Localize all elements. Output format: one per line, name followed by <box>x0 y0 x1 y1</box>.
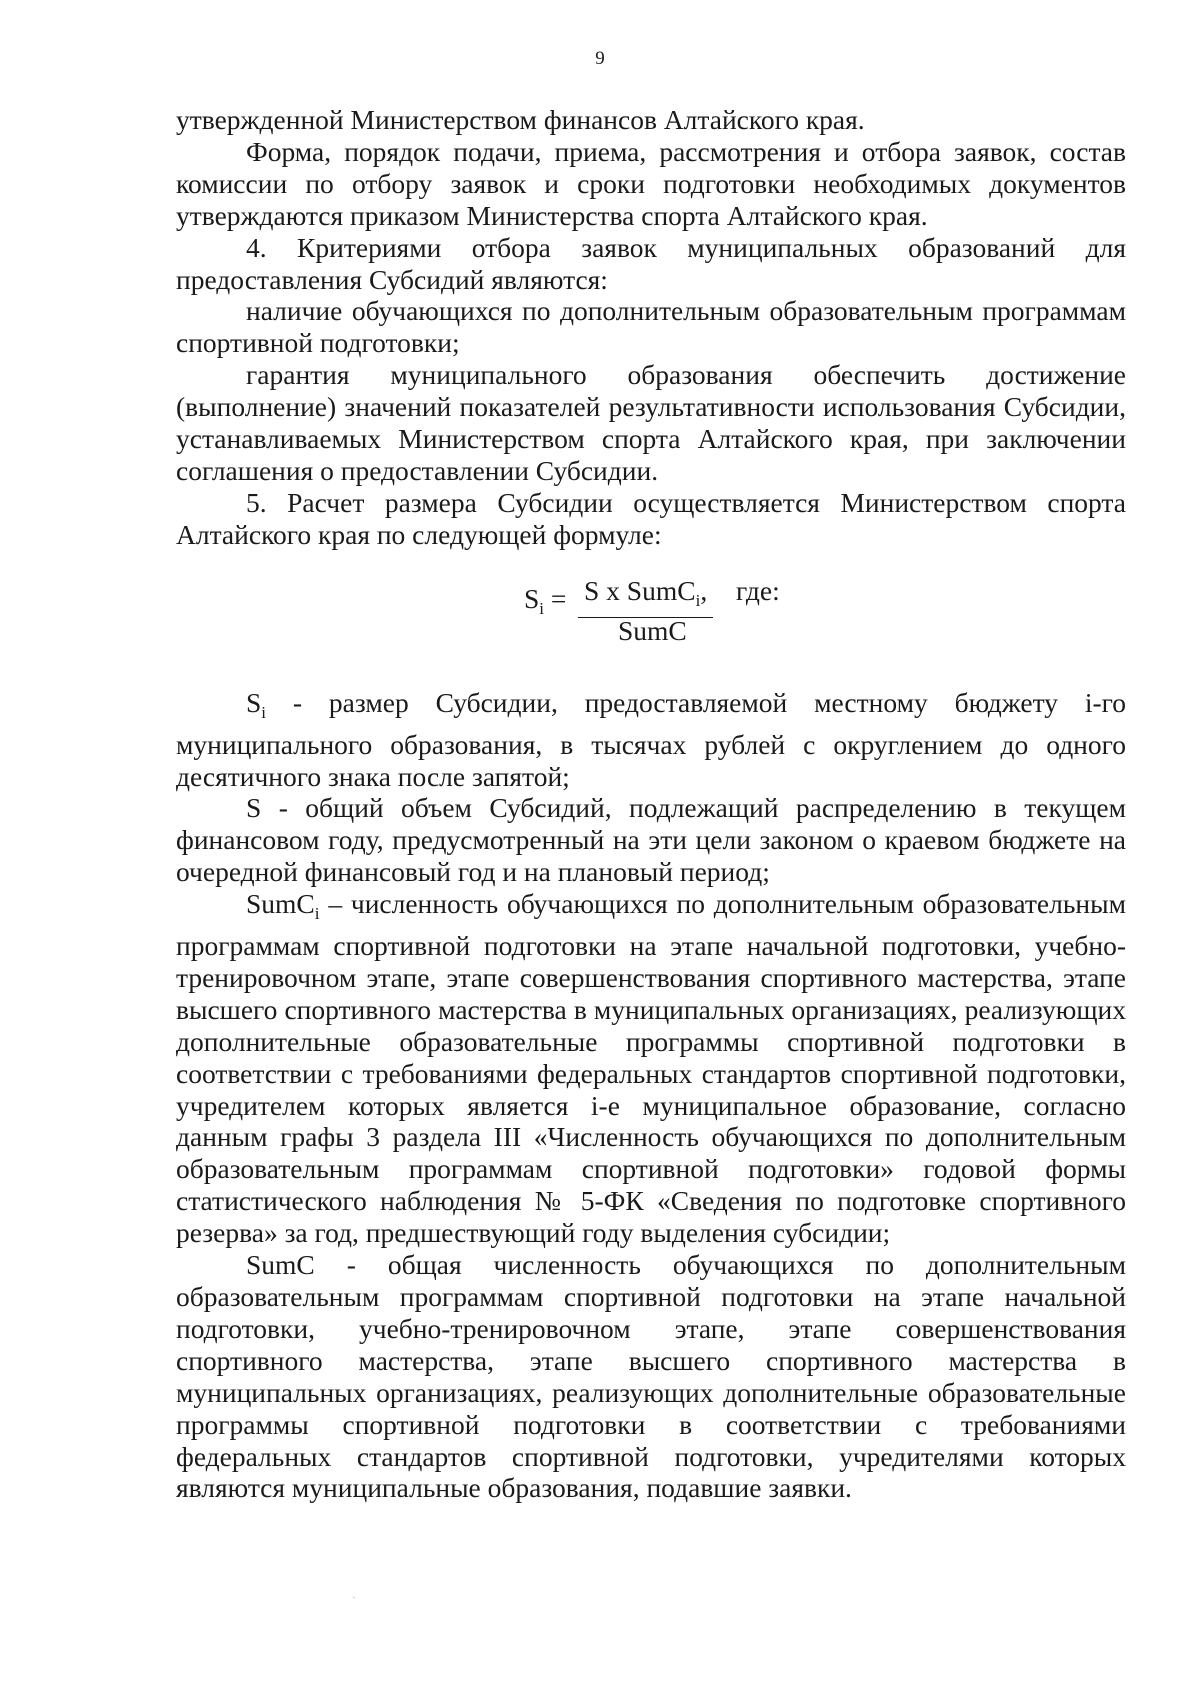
definition-sumc: SumC - общая численность обучающихся по дополнительным образовательным программам спортивной подготовки на этапе начальной подготовки, учебно-тренировочном этапе, этапе совершенствования спортивного мастерства, этапе высшего спортивного мастерства в муниципальных организациях, реализующих дополнительные образовательные программы спортивной подготовки в соответствии с требованиями федеральных стандартов спортивной подготовки, учредителями которых являются муниципальные образования, подавшие заявки. <box>176 1249 1126 1504</box>
subsidy-formula <box>176 551 1126 687</box>
definition-si: $S_i$ - размер Субсидии, предоставляемой местному бюджету i-го муниципального образования, в тысячах рублей с округлением до одного десятичного знака после запятой; <box>176 686 1126 792</box>
document-body <box>176 104 1126 1504</box>
paragraph: гарантия муниципального образования обеспечить достижение (выполнение) значений показателей результативности использования Субсидии, устанавливаемых Министерством спорта Алтайского края, при заключении соглашения о предоставлении Субсидии. <box>176 359 1126 486</box>
formula-numerator: S x SumC$_i$, <box>578 575 713 618</box>
formula-denominator: SumC <box>618 614 687 646</box>
paragraph: наличие обучающихся по дополнительным образовательным программам спортивной подготовки; <box>176 295 1126 359</box>
formula-where: где: <box>736 574 780 606</box>
formula-lhs: $S_i$ = <box>524 582 567 618</box>
paragraph: Форма, порядок подачи, приема, рассмотрения и отбора заявок, состав комиссии по отбору заявок и сроки подготовки необходимых документов утверждаются приказом Министерства спорта Алтайского края. <box>176 135 1126 231</box>
paragraph: 4. Критериями отбора заявок муниципальных образований для предоставления Субсидий являются: <box>176 231 1126 295</box>
definition-sumci: SumC$_i$ – численность обучающихся по дополнительным образовательным программам спортивной подготовки на этапе начальной подготовки, учебно-тренировочном этапе, этапе совершенствования спортивного мастерства, этапе высшего спортивного мастерства в муниципальных организациях, реализующих дополнительные образовательные программы спортивной подготовки в соответствии с требованиями федеральных стандартов спортивной подготовки, учредителем которых является i-е муниципальное образование, согласно данным графы 3 раздела III «Численность обучающихся по дополнительным образовательным программам спортивной подготовки» годовой формы статистического наблюдения № 5-ФК «Сведения по подготовке спортивного резерва» за год, предшествующий году выделения субсидии; <box>176 888 1126 1249</box>
scan-speck: ˎ <box>352 1585 356 1599</box>
paragraph: утвержденной Министерством финансов Алтайского края. <box>176 104 865 135</box>
page-number: 9 <box>595 48 605 69</box>
paragraph: 5. Расчет размера Субсидии осуществляется Министерством спорта Алтайского края по следующей формуле: <box>176 486 1126 550</box>
definition-s: S - общий объем Субсидий, подлежащий распределению в текущем финансовом году, предусмотренный на эти цели законом о краевом бюджете на очередной финансовый год и на плановый период; <box>176 792 1126 888</box>
